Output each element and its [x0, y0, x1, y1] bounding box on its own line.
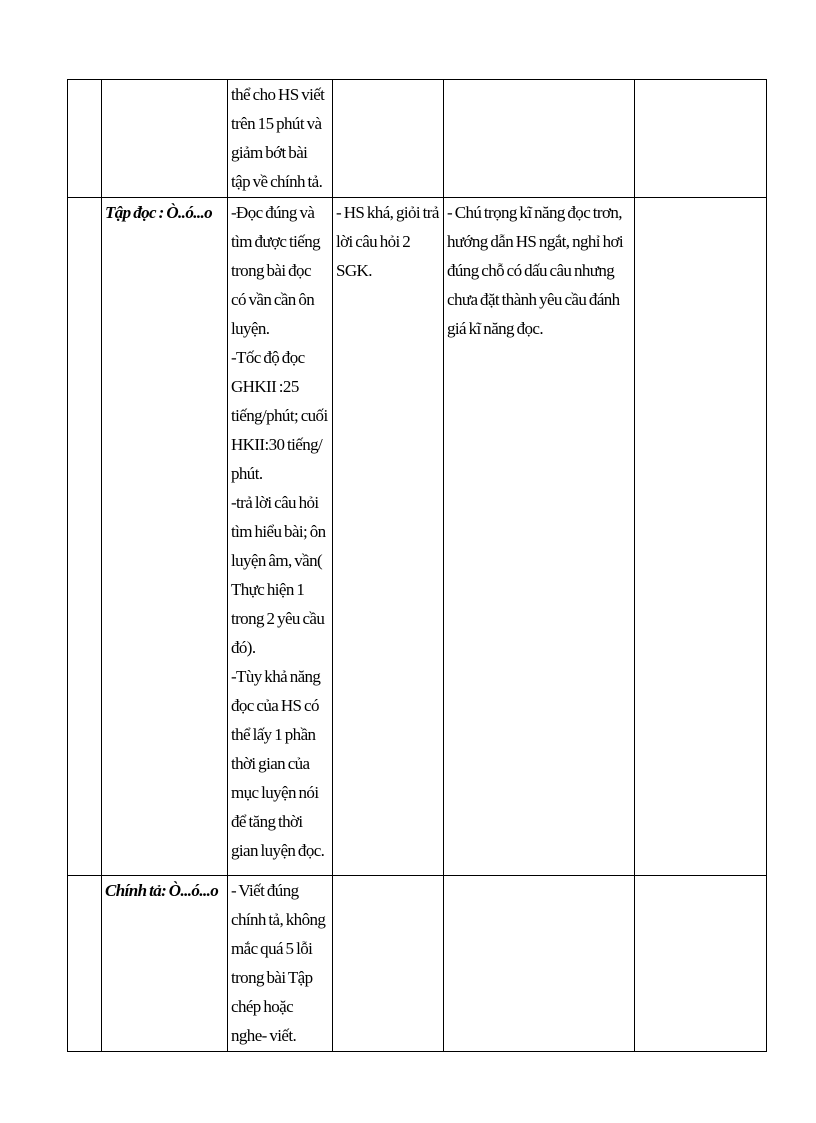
row-number-cell [68, 198, 102, 876]
row-number-cell [68, 876, 102, 1052]
row-number-cell [68, 80, 102, 198]
requirement-cell: -Đọc đúng và tìm được tiếng trong bài đọc có vần cần ôn luyện. -Tốc độ đọc GHKII :25 tiếng/phút; cuối HKII:30 tiếng/ phút. -trả lời câu hỏi tìm hiểu bài; ôn luyện âm, vần( Thực hiện 1 trong 2 yêu cầu đó). -Tùy khả năng đọc của HS có thể lấy 1 phần thời gian của mục luyện nói để tăng thời gian luyện đọc. [228, 198, 333, 876]
extra-cell [635, 80, 767, 198]
lesson-table [67, 79, 767, 1052]
extra-cell [635, 198, 767, 876]
subject-cell: Tập đọc : Ò..ó...o [102, 198, 228, 876]
table-row [68, 198, 767, 876]
requirement-cell: - Viết đúng chính tả, không mắc quá 5 lỗi trong bài Tập chép hoặc nghe- viết. [228, 876, 333, 1052]
advanced-requirement-cell: - HS khá, giỏi trả lời câu hỏi 2 SGK. [333, 198, 444, 876]
requirement-cell: thể cho HS viết trên 15 phút và giảm bớt bài tập về chính tả. [228, 80, 333, 198]
advanced-requirement-cell [333, 80, 444, 198]
table-row [68, 876, 767, 1052]
note-cell [444, 876, 635, 1052]
table-row [68, 80, 767, 198]
subject-cell: Chính tả: Ò...ó...o [102, 876, 228, 1052]
note-cell: - Chú trọng kĩ năng đọc trơn, hướng dẫn HS ngắt, nghỉ hơi đúng chỗ có dấu câu nhưng chưa đặt thành yêu cầu đánh giá kĩ năng đọc. [444, 198, 635, 876]
subject-cell [102, 80, 228, 198]
extra-cell [635, 876, 767, 1052]
note-cell [444, 80, 635, 198]
advanced-requirement-cell [333, 876, 444, 1052]
